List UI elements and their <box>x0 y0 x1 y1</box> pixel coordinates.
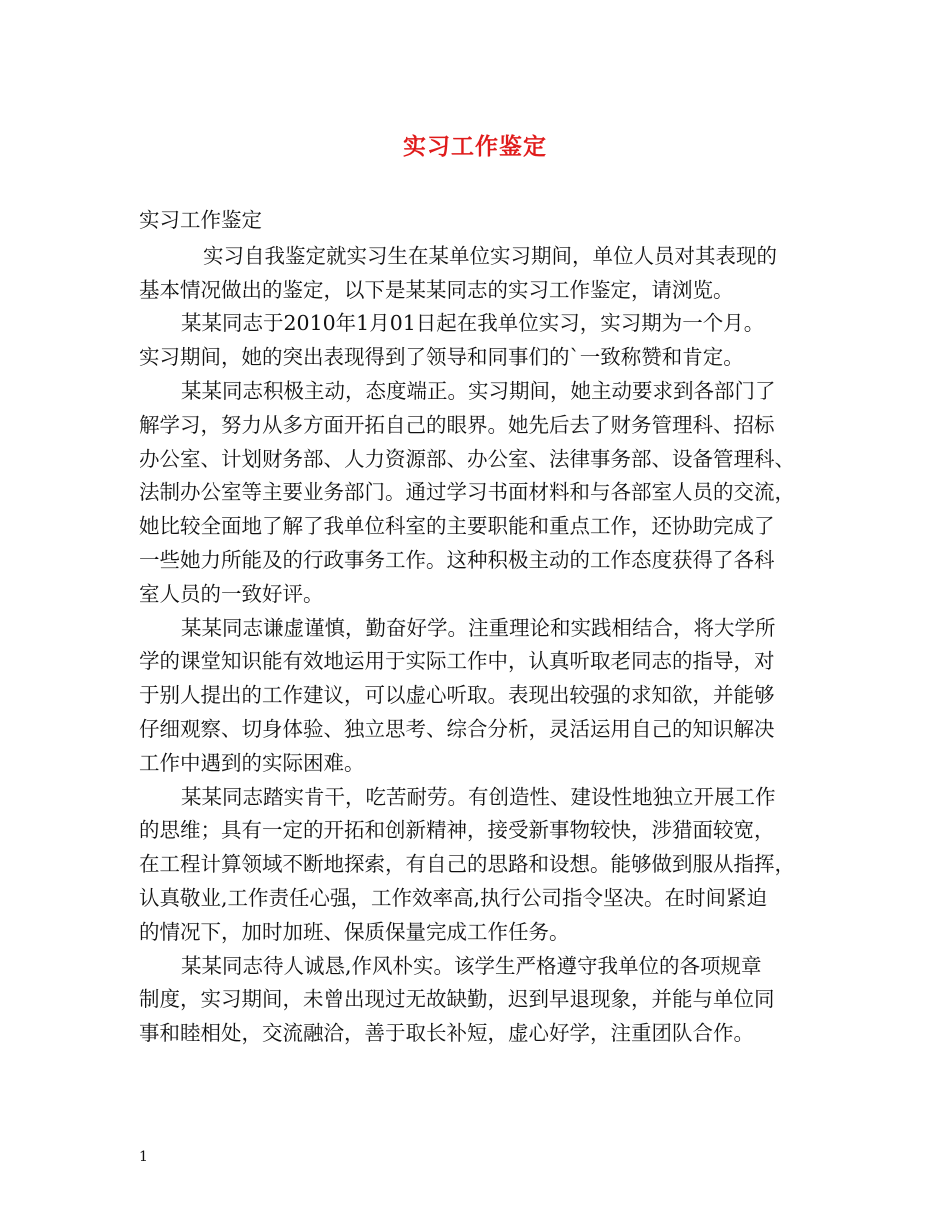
paragraph-line: 她比较全面地了解了我单位科室的主要职能和重点工作，还协助完成了 <box>139 514 775 539</box>
paragraph-line: 认真敬业,工作责任心强，工作效率高,执行公司指令坚决。在时间紧迫 <box>139 885 768 910</box>
paragraph-line: 事和睦相处，交流融洽，善于取长补短，虚心好学，注重团队合作。 <box>139 1021 754 1046</box>
paragraph-line: 室人员的一致好评。 <box>139 581 324 606</box>
paragraph-line: 某某同志踏实肯干，吃苦耐劳。有创造性、建设性地独立开展工作 <box>181 784 776 809</box>
paragraph-line: 一些她力所能及的行政事务工作。这种积极主动的工作态度获得了各科 <box>139 547 775 572</box>
document-title: 实习工作鉴定 <box>403 133 547 160</box>
paragraph-line: 的情况下，加时加班、保质保量完成工作任务。 <box>139 919 570 944</box>
paragraph-line: 基本情况做出的鉴定，以下是某某同志的实习工作鉴定，请浏览。 <box>139 277 734 302</box>
paragraph-line: 的思维；具有一定的开拓和创新精神，接受新事物较快，涉猎面较宽， <box>139 818 775 843</box>
paragraph-line: 某某同志于2010年1月01日起在我单位实习，实习期为一个月。 <box>181 311 765 336</box>
paragraph-line: 实习期间，她的突出表现得到了领导和同事们的`一致称赞和肯定。 <box>139 345 744 370</box>
paragraph-line: 于别人提出的工作建议，可以虚心听取。表现出较强的求知欲，并能够 <box>139 683 775 708</box>
paragraph-line: 学的课堂知识能有效地运用于实际工作中，认真听取老同志的指导，对 <box>139 649 775 674</box>
paragraph-line: 某某同志待人诚恳,作风朴实。该学生严格遵守我单位的各项规章 <box>181 953 762 978</box>
paragraph-line: 制度，实习期间，未曾出现过无故缺勤，迟到早退现象，并能与单位同 <box>139 987 775 1012</box>
paragraph-line: 法制办公室等主要业务部门。通过学习书面材料和与各部室人员的交流， <box>139 480 795 505</box>
paragraph-line: 某某同志谦虚谨慎，勤奋好学。注重理论和实践相结合，将大学所 <box>181 615 776 640</box>
paragraph-line: 工作中遇到的实际困难。 <box>139 750 365 775</box>
paragraph-line: 在工程计算领域不断地探索，有自己的思路和设想。能够做到服从指挥， <box>139 852 795 877</box>
section-heading: 实习工作鉴定 <box>139 208 262 232</box>
paragraph-line: 某某同志积极主动，态度端正。实习期间，她主动要求到各部门了 <box>181 378 776 403</box>
document-body <box>139 204 839 1051</box>
paragraph-line: 解学习，努力从多方面开拓自己的眼界。她先后去了财务管理科、招标 <box>139 412 775 437</box>
paragraph-line: 实习自我鉴定就实习生在某单位实习期间，单位人员对其表现的 <box>203 243 777 268</box>
paragraph-line: 仔细观察、切身体验、独立思考、综合分析，灵活运用自己的知识解决 <box>139 716 775 741</box>
page-number: 1 <box>139 1149 148 1165</box>
paragraph-line: 办公室、计划财务部、人力资源部、办公室、法律事务部、设备管理科、 <box>139 446 795 471</box>
